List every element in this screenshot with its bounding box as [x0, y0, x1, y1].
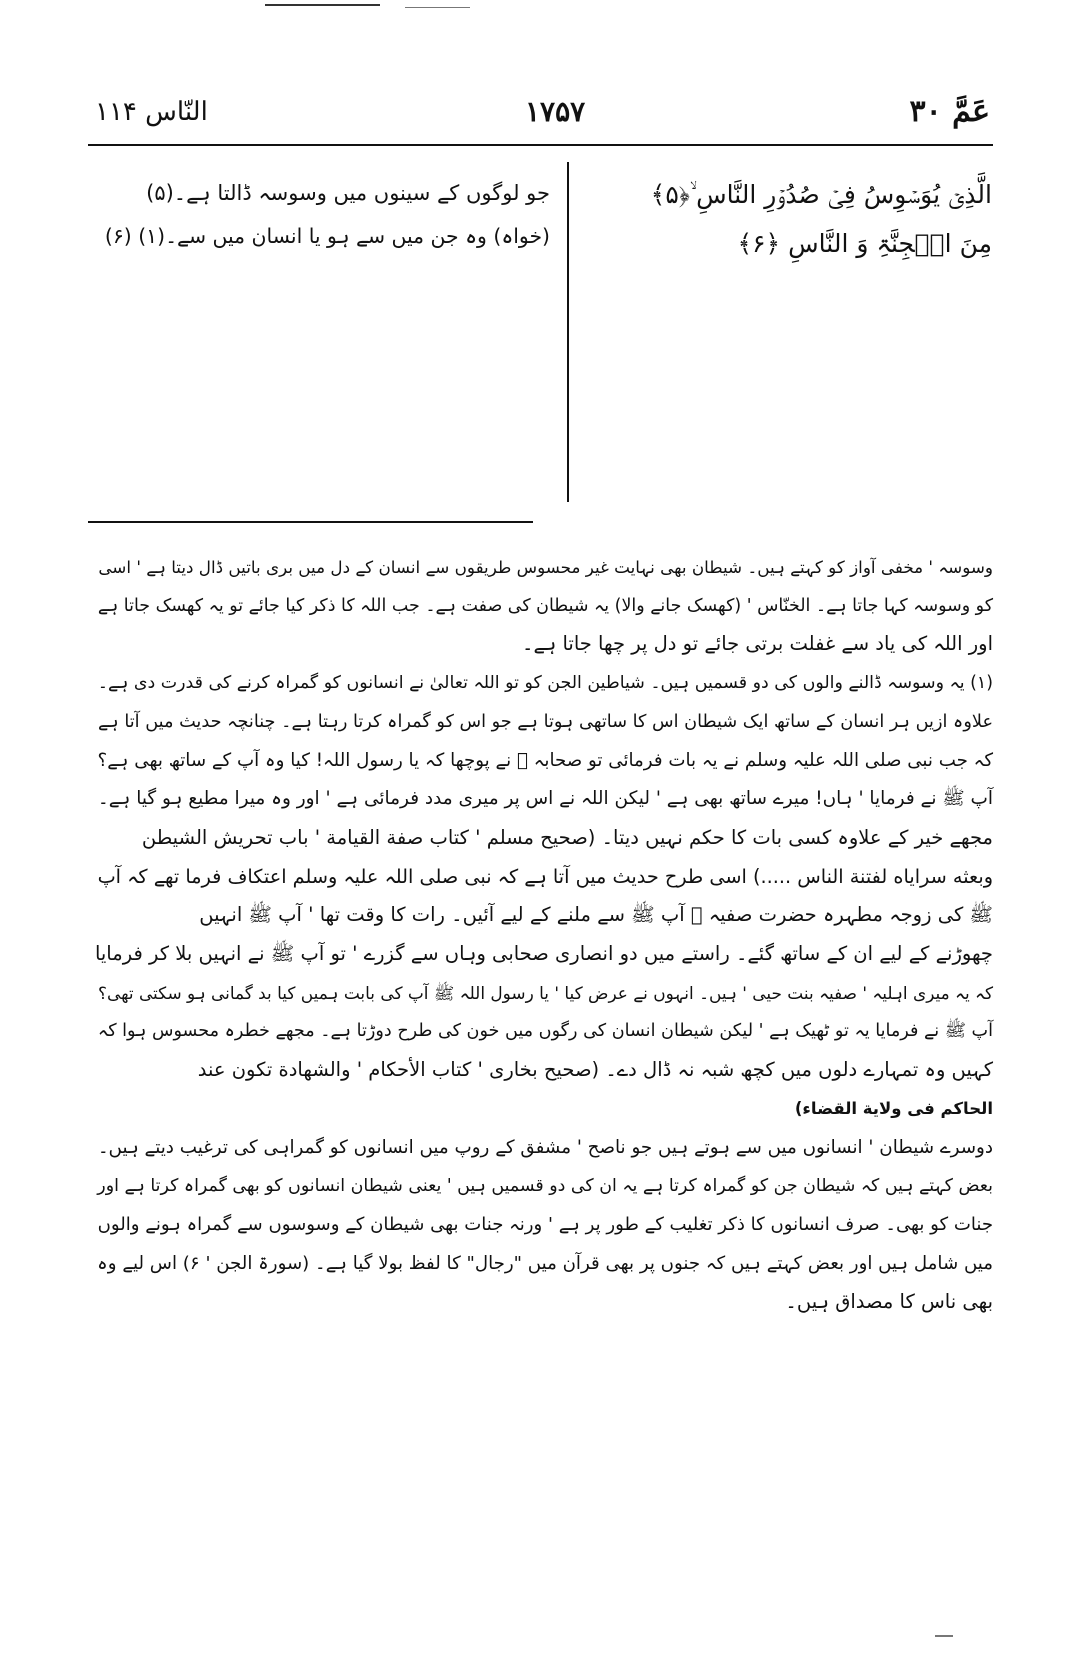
- commentary-line: علاوہ ازیں ہر انسان کے ساتھ ایک شیطان اس کا ساتھی ہوتا ہے جو اس کو گمراہ کرتا رہتا ہے۔ چنانچہ حدیث میں آتا ہے: [98, 711, 993, 732]
- commentary-line: کو وسوسہ کہا جاتا ہے۔ الخنّاس ' (کھسک جانے والا) یہ شیطان کی صفت ہے۔ جب اللہ کا ذکر کیا جائے تو یہ کھسک جاتا ہے: [97, 595, 993, 616]
- commentary-line: دوسرے شیطان ' انسانوں میں سے ہوتے ہیں جو ناصح ' مشفق کے روپ میں انسانوں کو گمراہی کی ترغیب دیتے ہیں۔: [97, 1136, 993, 1158]
- page-number: ۱۷۵۷: [525, 95, 586, 128]
- commentary: [88, 548, 993, 1322]
- arabic-verse-5: الَّذِیۡ یُوَسۡوِسُ فِیۡ صُدُوۡرِ النَّاسِ ۙ﴿۵﴾: [650, 180, 992, 209]
- commentary-line: مجھے خیر کے علاوہ کسی بات کا حکم نہیں دیتا۔ (صحیح مسلم ' کتاب صفة القیامة ' باب تحریش الشیطن: [141, 825, 993, 849]
- commentary-line: کہ یہ میری اہلیہ ' صفیہ بنت حیی ' ہیں۔ انہوں نے عرض کیا ' یا رسول اللہ ﷺ آپ کی بابت ہمیں کیا بد گمانی ہو سکتی تھی؟: [98, 982, 993, 1003]
- commentary-line: بھی ناس کا مصداق ہیں۔: [785, 1290, 993, 1314]
- commentary-line: وسوسہ ' مخفی آواز کو کہتے ہیں۔ شیطان بھی نہایت غیر محسوس طریقوں سے انسان کے دل میں بری باتیں ڈال دیتا ہے ' اسی: [98, 557, 993, 577]
- top-edge-rule: [265, 4, 380, 6]
- commentary-line: آپ ﷺ نے فرمایا یہ تو ٹھیک ہے ' لیکن شیطان انسان کی رگوں میں خون کی طرح دوڑتا ہے۔ مجھے خطرہ محسوس ہوا کہ: [97, 1021, 993, 1042]
- commentary-line: جنات کو بھی۔ صرف انسانوں کا ذکر تغلیب کے طور پر ہے ' ورنہ جنات بھی شیطان کے وسوسوں سے گمراہ ہونے والوں: [97, 1213, 993, 1235]
- commentary-line: میں شامل ہیں اور بعض کہتے ہیں کہ جنوں پر بھی قرآن میں "رجال" کا لفظ بولا گیا ہے۔ (سورۃ الجن ' ۶) اس لیے وہ: [97, 1252, 993, 1274]
- translation-verse-6: (خواہ) وہ جن میں سے ہو یا انسان میں سے۔(۱) (۶): [104, 224, 550, 248]
- commentary-line: وبعثه سرایاه لفتنة الناس .....) اسی طرح حدیث میں آتا ہے کہ نبی صلی اللہ علیہ وسلم اعتکاف فرما تھے کہ آپ: [97, 864, 993, 888]
- commentary-line: بعض کہتے ہیں کہ شیطان جن کو گمراہ کرتا ہے یہ ان کی دو قسمیں ہیں ' یعنی شیطان انسانوں کو بھی گمراہ کرتا ہے اور: [97, 1176, 993, 1197]
- commentary-line: آپ ﷺ نے فرمایا ' ہاں! میرے ساتھ بھی ہے ' لیکن اللہ نے اس پر میری مدد فرمائی ہے ' اور وہ میرا مطیع ہو گیا ہے۔: [97, 788, 993, 810]
- top-edge-rule-short: [405, 7, 470, 8]
- column-divider: [567, 162, 569, 502]
- arabic-verses: [592, 170, 992, 268]
- surah-label: النّاس ۱۱۴: [95, 97, 208, 127]
- commentary-line: ﷺ کی زوجہ مطہرہ حضرت صفیہ ﷝ آپ ﷺ سے ملنے کے لیے آئیں۔ رات کا وقت تھا ' آپ ﷺ انہیں: [199, 903, 993, 927]
- bottom-edge-mark: [935, 1635, 953, 1637]
- juz-label: عَمَّ ۳۰: [909, 94, 990, 129]
- header-rule: [88, 144, 993, 146]
- commentary-reference: الحاکم فی ولایة القضاء): [794, 1098, 993, 1118]
- urdu-translation: [100, 172, 550, 258]
- page-header: [95, 92, 990, 132]
- translation-verse-5: جو لوگوں کے سینوں میں وسوسہ ڈالتا ہے۔(۵): [146, 181, 550, 205]
- commentary-line: کہ جب نبی صلی اللہ علیہ وسلم نے یہ بات فرمائی تو صحابہ ﷢ نے پوچھا کہ یا رسول اللہ! کیا وہ آپ کے ساتھ بھی ہے؟: [97, 749, 993, 771]
- commentary-line: (۱) یہ وسوسہ ڈالنے والوں کی دو قسمیں ہیں۔ شیاطین الجن کو تو اللہ تعالیٰ نے انسانوں کو گمراہ کرنے کی قدرت دی ہے۔: [97, 673, 993, 694]
- commentary-line: کہیں وہ تمہارے دلوں میں کچھ شبہ نہ ڈال دے۔ (صحیح بخاری ' کتاب الأحکام ' والشهادة تکون عند: [197, 1058, 993, 1082]
- commentary-line: چھوڑنے کے لیے ان کے ساتھ گئے۔ راستے میں دو انصاری صحابی وہاں سے گزرے ' تو آپ ﷺ نے انہیں بلا کر فرمایا: [94, 942, 993, 966]
- arabic-verse-6: مِنَ الۡجِنَّۃِ وَ النَّاسِ ﴿۶﴾: [737, 229, 992, 258]
- footnote-rule: [88, 521, 533, 523]
- commentary-line: اور اللہ کی یاد سے غفلت برتی جائے تو دل پر چھا جاتا ہے۔: [522, 632, 993, 656]
